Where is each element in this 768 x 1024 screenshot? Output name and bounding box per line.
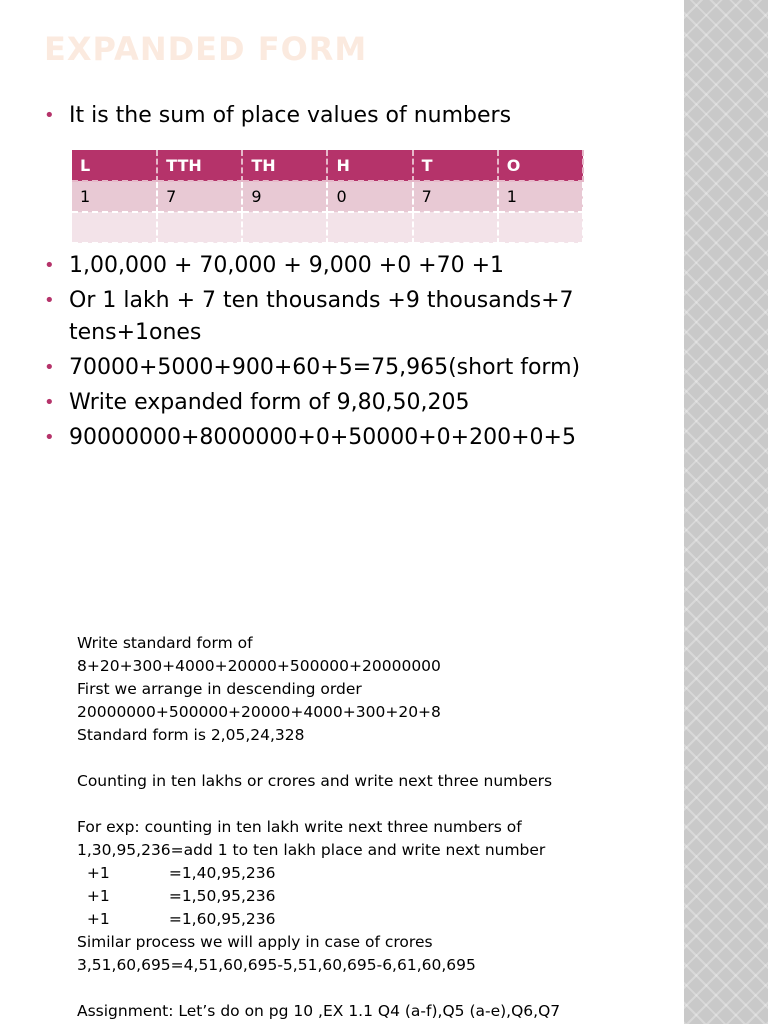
note-line: 3,51,60,695=4,51,60,695-5,51,60,695-6,61,60,695 bbox=[77, 956, 476, 974]
note-line bbox=[77, 977, 677, 1000]
column-header-tens: T bbox=[413, 150, 498, 181]
column-header-thousands: TH bbox=[242, 150, 327, 181]
note-line: +1 =1,60,95,236 bbox=[77, 910, 276, 928]
table-cell bbox=[327, 212, 412, 243]
column-header-ones: O bbox=[498, 150, 583, 181]
place-value-table bbox=[72, 150, 584, 244]
table-cell: 9 bbox=[242, 181, 327, 212]
table-cell bbox=[242, 212, 327, 243]
slide-title: EXPANDED FORM bbox=[44, 30, 368, 68]
table-cell: 7 bbox=[413, 181, 498, 212]
note-line: +1 =1,40,95,236 bbox=[77, 864, 276, 882]
notes-text-block bbox=[77, 632, 677, 1023]
note-line bbox=[77, 747, 677, 770]
table-cell bbox=[413, 212, 498, 243]
note-line: Standard form is 2,05,24,328 bbox=[77, 726, 305, 744]
table-cell: 7 bbox=[157, 181, 242, 212]
bullet-item: • 70000+5000+900+60+5=75,965(short form) bbox=[44, 352, 604, 384]
note-line: Write standard form of bbox=[77, 634, 253, 652]
note-line: For exp: counting in ten lakh write next three numbers of bbox=[77, 818, 522, 836]
table-header-row bbox=[72, 150, 583, 181]
note-line: 1,30,95,236=add 1 to ten lakh place and write next number bbox=[77, 841, 546, 859]
bullet-item: • Write expanded form of 9,80,50,205 bbox=[44, 387, 604, 419]
column-header-ten-thousands: TTH bbox=[157, 150, 242, 181]
column-header-hundreds: H bbox=[327, 150, 412, 181]
note-line bbox=[77, 793, 677, 816]
bullet-item: • It is the sum of place values of numbers bbox=[44, 100, 604, 132]
note-line: +1 =1,50,95,236 bbox=[77, 887, 276, 905]
example-bullet-list bbox=[44, 250, 604, 457]
note-line: Counting in ten lakhs or crores and write next three numbers bbox=[77, 772, 553, 790]
decorative-side-pattern bbox=[684, 0, 768, 1024]
note-line: First we arrange in descending order bbox=[77, 680, 362, 698]
column-header-lakh: L bbox=[72, 150, 157, 181]
note-line: 20000000+500000+20000+4000+300+20+8 bbox=[77, 703, 441, 721]
table-row bbox=[72, 212, 583, 243]
table-cell: 0 bbox=[327, 181, 412, 212]
table-cell: 1 bbox=[72, 181, 157, 212]
note-line: Assignment: Let’s do on pg 10 ,EX 1.1 Q4 (a-f),Q5 (a-e),Q6,Q7 bbox=[77, 1002, 561, 1020]
table-cell bbox=[498, 212, 583, 243]
note-line: 8+20+300+4000+20000+500000+20000000 bbox=[77, 657, 441, 675]
intro-bullet-list bbox=[44, 100, 604, 132]
bullet-item: • 90000000+8000000+0+50000+0+200+0+5 bbox=[44, 422, 604, 454]
table-row bbox=[72, 181, 583, 212]
table-cell: 1 bbox=[498, 181, 583, 212]
note-line: Similar process we will apply in case of crores bbox=[77, 933, 433, 951]
bullet-item: • 1,00,000 + 70,000 + 9,000 +0 +70 +1 bbox=[44, 250, 604, 282]
table-cell bbox=[72, 212, 157, 243]
bullet-item: • Or 1 lakh + 7 ten thousands +9 thousands+7 tens+1ones bbox=[44, 285, 604, 349]
table-cell bbox=[157, 212, 242, 243]
